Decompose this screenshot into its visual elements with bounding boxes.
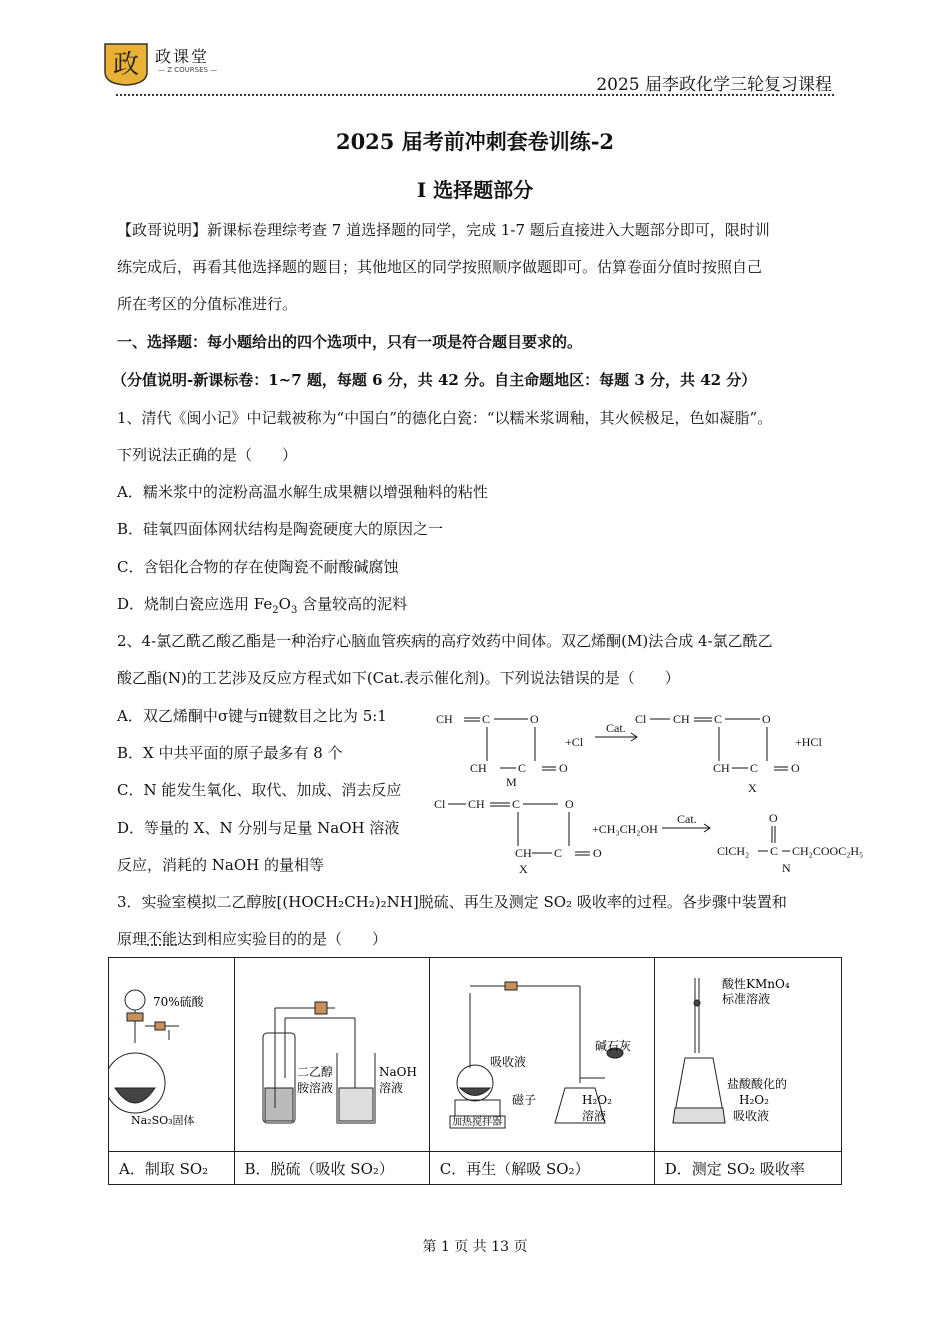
b-label-4: 溶液 xyxy=(378,1081,403,1095)
rx-x-ch: CH xyxy=(673,712,690,726)
a-label-solid: Na₂SO₃固体 xyxy=(131,1114,195,1127)
svg-text:政: 政 xyxy=(112,50,140,80)
caption-b: B．脱硫（吸收 SO₂） xyxy=(234,1152,429,1185)
note-line-2: 练完成后，再看其他选择题的题目；其他地区的同学按照顺序做题即可。估算卷面分值时按照自己 xyxy=(117,258,763,276)
rx-x-c2: C xyxy=(750,761,759,775)
rx-m-o2: O xyxy=(559,761,568,775)
rx-x2-o2: O xyxy=(593,846,602,860)
q1-option-d: D．烧制白瓷应选用 $Fe_2O_3$ 含量较高的泥料 xyxy=(117,595,408,616)
rx-x2-ch: CH xyxy=(468,797,485,811)
q1-option-c: C．含铝化合物的存在使陶瓷不耐酸碱腐蚀 xyxy=(117,558,399,576)
panel-d xyxy=(654,958,841,1152)
rx-m-ch2b: CH xyxy=(470,761,487,775)
reaction-scheme xyxy=(432,705,882,880)
q1-option-b: B．硅氧四面体网状结构是陶瓷硬度大的原因之一 xyxy=(117,520,444,538)
rx-x2-ch2: CH xyxy=(515,846,532,860)
rx-x-ch2: CH xyxy=(713,761,730,775)
q2-option-c: C．N 能发生氧化、取代、加成、消去反应 xyxy=(117,781,402,799)
b-label-1: 二乙醇 xyxy=(296,1065,333,1079)
caption-a: A．制取 SO₂ xyxy=(109,1152,235,1185)
q1-stem-2: 下列说法正确的是（ ） xyxy=(117,446,298,464)
rx-m-c: C xyxy=(482,712,491,726)
caption-c: C．再生（解吸 SO₂） xyxy=(429,1152,654,1185)
c-label-2: 碱石灰 xyxy=(594,1039,631,1053)
logo-name: 政课堂 xyxy=(155,47,210,66)
rx-x2-c2: C xyxy=(554,846,563,860)
rx-x-cl: Cl xyxy=(635,712,647,726)
q2-option-d-2: 反应，消耗的 NaOH 的量相等 xyxy=(117,856,324,874)
q2-option-b: B．X 中共平面的原子最多有 8 个 xyxy=(117,744,343,762)
rx-x-o: O xyxy=(762,712,771,726)
panel-c xyxy=(429,958,654,1152)
panel-b xyxy=(234,958,429,1152)
q1-option-a: A．糯米浆中的淀粉高温水解生成果糖以增强釉料的粘性 xyxy=(117,483,488,501)
rx-plus-hcl: +HCl xyxy=(795,735,822,749)
apparatus-table xyxy=(108,957,842,1185)
rx-x-c: C xyxy=(714,712,723,726)
rx-m-ch2: CH xyxy=(436,712,453,726)
rx-x2-o: O xyxy=(565,797,574,811)
c-label-6: 溶液 xyxy=(581,1109,606,1123)
page-footer: 第 1 页 共 13 页 xyxy=(422,1239,528,1255)
apparatus-d-drawing xyxy=(655,958,842,1151)
q2-option-d-1: D．等量的 X、N 分别与足量 NaOH 溶液 xyxy=(117,819,400,837)
c-label-1: 吸收液 xyxy=(489,1055,526,1069)
rx-m-c2: C xyxy=(518,761,527,775)
caption-d: D．测定 SO₂ 吸收率 xyxy=(654,1152,841,1185)
q3-stem-1: 3．实验室模拟二乙醇胺[(HOCH₂CH₂)₂NH]脱硫、再生及测定 SO₂ 吸收率的过程。各步骤中装置和 xyxy=(117,893,787,911)
rx-label-x2: X xyxy=(519,862,528,876)
rx-m-o: O xyxy=(530,712,539,726)
q3-stem-2: 原理不能达到相应实验目的的是（ ） xyxy=(117,930,388,948)
c-label-5: H₂O₂ xyxy=(581,1093,612,1107)
rx-x-o2: O xyxy=(791,761,800,775)
logo xyxy=(103,42,149,86)
rx-plus-cl2: +Cl xyxy=(565,735,584,749)
apparatus-a-drawing xyxy=(109,958,234,1151)
rx-label-n: N xyxy=(782,861,791,875)
rx-label-m: M xyxy=(506,775,517,789)
d-label-5: 吸收液 xyxy=(732,1109,769,1123)
rx-cat-2: Cat. xyxy=(677,812,697,826)
rx-x2-cl: Cl xyxy=(434,797,446,811)
rx-x2-c: C xyxy=(512,797,521,811)
rx-n-c: C xyxy=(770,844,779,858)
course-title: 2025 届李政化学三轮复习课程 xyxy=(596,75,832,95)
page-title: 2025 届考前冲刺套卷训练-2 xyxy=(335,129,615,154)
rx-label-x: X xyxy=(748,781,757,795)
score-note: （分值说明-新课标卷：1~7 题，每题 6 分，共 42 分。自主命题地区：每题 3 分，共 42 分） xyxy=(112,371,757,389)
rx-n-clch2: ClCH₂ xyxy=(717,844,750,858)
apparatus-c-drawing xyxy=(430,958,655,1151)
d-label-3: 盐酸酸化的 xyxy=(726,1077,787,1091)
d-label-2: 标准溶液 xyxy=(721,992,770,1006)
q1-stem-1: 1、清代《闽小记》中记载被称为“中国白”的德化白瓷：“以糯米浆调釉，其火候极足，色如凝脂”。 xyxy=(117,409,773,427)
b-label-2: 胺溶液 xyxy=(296,1081,333,1095)
d-label-1: 酸性KMnO₄ xyxy=(721,977,790,991)
panel-a xyxy=(109,958,235,1152)
rx-n-o: O xyxy=(769,811,778,825)
header-divider xyxy=(116,94,834,96)
rx-n-ch2cooet: CH₂COOC₂H₅ xyxy=(792,844,864,858)
a-label-acid: 70%硫酸 xyxy=(153,995,204,1009)
section-subtitle: I 选择题部分 xyxy=(416,178,534,202)
section-heading: 一、选择题：每小题给出的四个选项中，只有一项是符合题目要求的。 xyxy=(117,333,583,351)
q2-stem-2: 酸乙酯(N)的工艺涉及反应方程式如下(Cat.表示催化剂)。下列说法错误的是（ ） xyxy=(117,669,680,687)
apparatus-b-drawing xyxy=(235,958,430,1151)
rx-cat-1: Cat. xyxy=(606,721,626,735)
note-line-1: 【政哥说明】新课标卷理综考查 7 道选择题的同学，完成 1-7 题后直接进入大题部分即可，限时训 xyxy=(117,221,770,239)
b-label-3: NaOH xyxy=(378,1065,417,1079)
note-line-3: 所在考区的分值标准进行。 xyxy=(117,295,298,313)
logo-subtitle: — Z COURSES — xyxy=(158,66,218,74)
d-label-4: H₂O₂ xyxy=(738,1093,769,1107)
c-label-4: 加热搅拌器 xyxy=(451,1117,502,1128)
rx-plus-etoh: +CH₃CH₂OH xyxy=(592,822,658,836)
c-label-3: 磁子 xyxy=(511,1093,536,1107)
q2-stem-1: 2、4-氯乙酰乙酸乙酯是一种治疗心脑血管疾病的高疗效药中间体。双乙烯酮(M)法合成 4-氯乙酰乙 xyxy=(117,632,773,650)
q2-option-a: A．双乙烯酮中σ键与π键数目之比为 5:1 xyxy=(117,707,387,725)
